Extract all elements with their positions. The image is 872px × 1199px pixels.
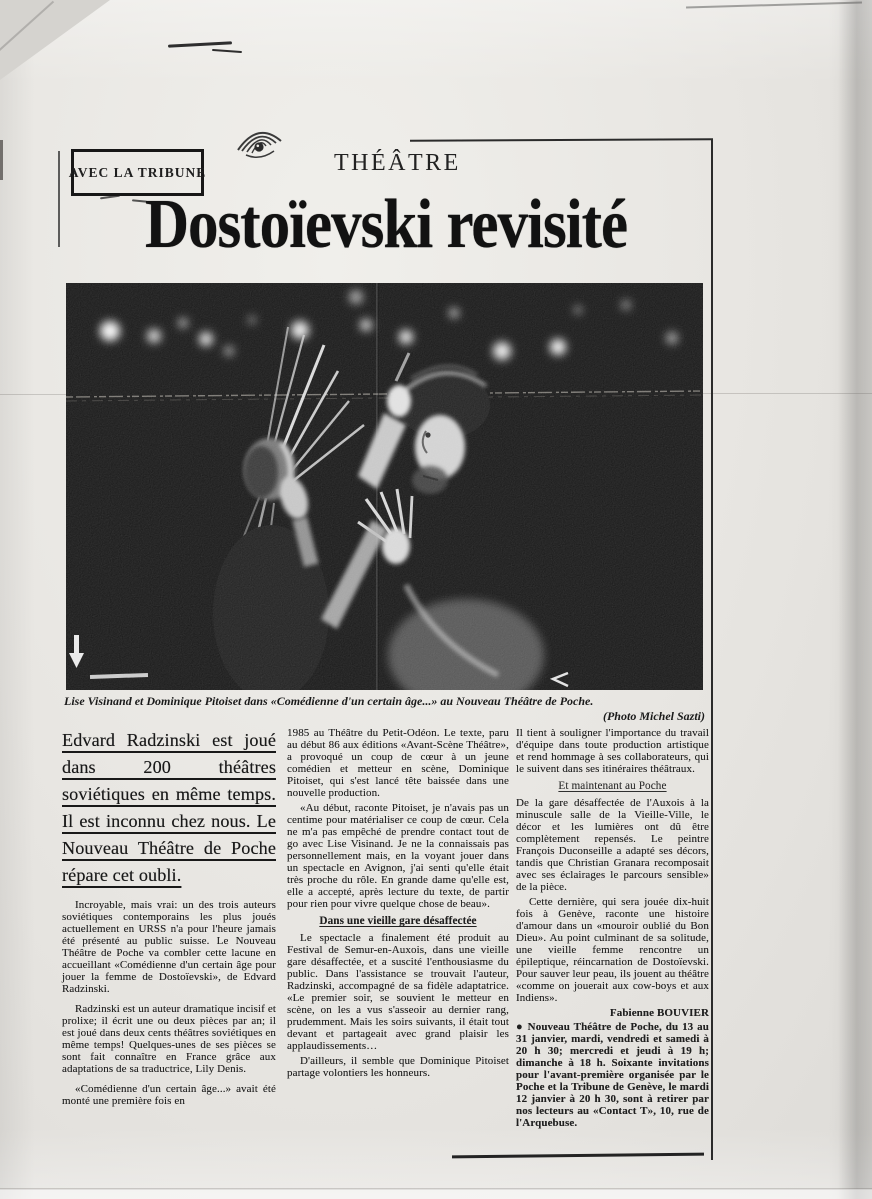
header-rule (410, 138, 713, 142)
paragraph: De la gare désaffectée de l'Auxois à la minuscule salle de la Vieille-Ville, le décor et les lumières ont dû être complètement repensés. Le peintre François Duconseille a adapté ses décors, tandis que Christian Granara recomposait avec ses éclairages le parcours sensible» de la pièce. (516, 797, 709, 893)
scan-edge-line (686, 2, 862, 9)
paragraph: Incroyable, mais vrai: un des trois auteurs soviétiques contemporains les plus joués actuellement en URSS n'a pour l'heure jamais été présenté au public suisse. Le Nouveau Théâtre de Poche va combler cette lacune en accueillant «Comédienne d'un certain âge pour jouer la femme de Dostoïevski», de Edvard Radzinski. (62, 899, 276, 995)
byline: Fabienne BOUVIER (609, 1007, 709, 1019)
photo-caption (64, 694, 705, 723)
lead-paragraph: Edvard Radzinski est joué dans 200 théâtres soviétiques en même temps. Il est inconnu chez nous. Le Nouveau Théâtre de Poche répare cet oubli. (62, 730, 276, 885)
paragraph: 1985 au Théâtre du Petit-Odéon. Le texte, paru au début 86 aux éditions «Avant-Scène Théâtre», a provoqué un coup de cœur à un jeune comédien et metteur en scène, Dominique Pitoiset, qui s'est lancé tête baissée dans une nouvelle production. (287, 727, 509, 799)
scan-edge-shadow (838, 0, 872, 1199)
stage-photo-illustration (66, 283, 703, 690)
column-middle (287, 727, 509, 1082)
eye-swirl-icon (233, 120, 285, 160)
subhead-gare-desaffectee: Dans une vieille gare désaffectée (319, 915, 477, 927)
paper-crease (0, 394, 66, 395)
torn-corner (0, 0, 110, 80)
paragraph: «Comédienne d'un certain âge...» avait été monté une première fois en (62, 1083, 276, 1107)
section-title: THÉÂTRE (334, 150, 461, 176)
paper-fold-highlight (0, 1189, 872, 1199)
paper-crease (703, 393, 872, 394)
scan-edge-mark (0, 140, 3, 180)
paragraph: Radzinski est un auteur dramatique incisif et prolixe; il écrit une ou deux pièces par an; il est joué dans deux cents théâtres soviétiques en même temps! Quelques-unes de ses pièces se sont fait connaître en France grâce aux adaptations de sa traductrice, Lily Denis. (62, 1003, 276, 1075)
photo-credit: (Photo Michel Sazti) (602, 709, 705, 723)
right-column-rule (711, 140, 713, 1160)
paragraph: «Au début, raconte Pitoiset, je n'avais pas un centime pour matérialiser ce coup de cœur. Cela ne m'a pas empêché de prendre contact tout de go avec Lise Visinand. Je ne la connaissais pas personnellement mais, en la voyant jouer dans un spectacle en Avignon, j'ai senti qu'elle était très proche du rôle. En grande dame qu'elle est, elle a accepté, après lecture du texte, de partir pour rien pour vivre quelque chose de beau». (287, 802, 509, 910)
paragraph: Le spectacle a finalement été produit au Festival de Semur-en-Auxois, dans une vieille gare désaffectée, et a suscité l'enthousiasme du public. Dans l'assistance se trouvait l'auteur, Radzinski, accompagné de sa fidèle adaptatrice. «Le premier soir, se souvient le metteur en scène, on les a vus s'asseoir au dernier rang, prudemment. Mais les soirs suivants, il était tout devant et partageait avec grand plaisir les applaudissements… (287, 932, 509, 1052)
column-left (62, 727, 276, 1115)
kicker-label: AVEC LA TRIBUNE (68, 164, 207, 180)
article-end-rule (452, 1153, 704, 1159)
headline: Dostoïevski revisité (144, 186, 628, 263)
column-right (516, 727, 709, 1132)
ink-smudge (168, 41, 232, 47)
paragraph: Cette dernière, qui sera jouée dix-huit fois à Genève, raconte une histoire d'amour dans un «mouroir oublié du Bon Dieu». Au point culminant de sa solitude, une vieille femme rencontre un épileptique, réincarnation de Dostoïevski. Pour sauver leur peau, ils jouent au théâtre «comme on jouerait aux cow-boys et aux Indiens». (516, 896, 709, 1004)
paragraph: Il tient à souligner l'importance du travail d'équipe dans toute production artistique et rend hommage à ses collaborateurs, qui le suivent dans ses itinéraires théâtraux. (516, 727, 709, 775)
ink-smudge (212, 49, 242, 53)
practical-info-paragraph: ● Nouveau Théâtre de Poche, du 13 au 31 janvier, mardi, vendredi et samedi à 20 h 30; mercredi et jeudi à 19 h; dimanche à 18 h. Soixante invitations pour l'avant-première organisée par le Poche et la Tribune de Genève, le mardi 12 janvier à 20 h 30, sont à retirer par nos lecteurs au «Contact T», 10, rue de l'Arquebuse. (516, 1021, 709, 1129)
stage-photo (66, 283, 703, 690)
photo-caption-text: Lise Visinand et Dominique Pitoiset dans «Comédienne d'un certain âge...» au Nouveau Théâtre de Poche. (64, 694, 594, 708)
subhead-maintenant-au-poche: Et maintenant au Poche (558, 780, 667, 792)
paragraph: D'ailleurs, il semble que Dominique Pitoiset partage volontiers les honneurs. (287, 1055, 509, 1079)
